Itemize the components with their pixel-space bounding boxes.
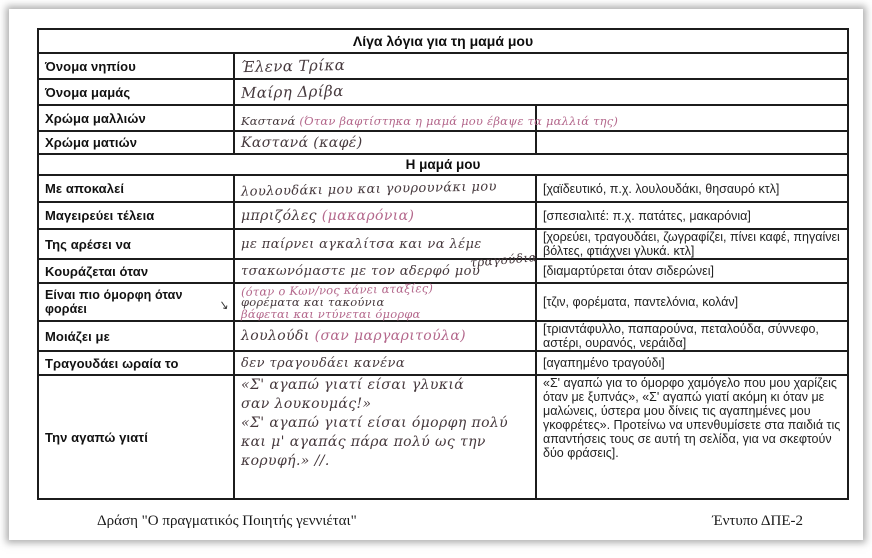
hint-pretty: [τζιν, φορέματα, παντελόνια, κολάν] — [536, 283, 848, 321]
form-title: Λίγα λόγια για τη μαμά μου — [38, 29, 848, 53]
answer-mom-name — [234, 79, 848, 105]
label-eye-color: Χρώμα ματιών — [38, 131, 234, 154]
label-cooks: Μαγειρεύει τέλεια — [38, 202, 234, 229]
handwriting-love-line2: σαν λουκουμάς!» — [241, 396, 372, 412]
row-sings — [38, 351, 848, 375]
answer-looks-like — [234, 321, 536, 351]
handwriting-tired: τσακωνόμαστε με τον αδερφό μου — [241, 264, 481, 279]
row-tired — [38, 259, 848, 283]
scanned-page — [9, 9, 863, 540]
footer-form-code: Έντυπο ΔΠΕ-2 — [712, 513, 803, 529]
row-looks-like — [38, 321, 848, 351]
handwriting-love-line5: κορυφή.» //. — [241, 453, 330, 469]
answer-child-name — [234, 53, 848, 79]
row-mom-name — [38, 79, 848, 105]
handwriting-likes: με παίρνει αγκαλίτσα και να λέμε — [241, 237, 482, 252]
label-pretty: Είναι πιο όμορφη όταν φοράει ↘ — [38, 283, 234, 321]
label-child-name: Όνομα νηπίου — [38, 53, 234, 79]
page-footer — [97, 513, 803, 530]
label-tired: Κουράζεται όταν — [38, 259, 234, 283]
footer-action-title: Δράση "Ο πραγματικός Ποιητής γεννιέται" — [97, 513, 357, 529]
label-sings: Τραγουδάει ωραία το — [38, 351, 234, 375]
section-row — [38, 154, 848, 175]
label-hair-color: Χρώμα μαλλιών — [38, 105, 234, 131]
handwriting-looks-like: λουλούδι (σαν μαργαριτούλα) — [241, 328, 467, 344]
handwriting-pretty-note2: βάφεται και ντύνεται όμορφα — [241, 307, 421, 321]
answer-pretty — [234, 280, 536, 321]
handwriting-eye-color: Καστανά (καφέ) — [241, 134, 363, 151]
section-header: Η μαμά μου — [38, 154, 848, 175]
row-eye-color — [38, 131, 848, 154]
handwriting-pretty-note1: (όταν ο Κων/νος κάνει αταξίες) — [240, 280, 434, 300]
hint-eye-color-empty — [536, 131, 848, 154]
handwriting-mom-name: Μαίρη Δρίβα — [240, 81, 344, 102]
answer-calls-me — [234, 175, 536, 202]
label-mom-name: Όνομα μαμάς — [38, 79, 234, 105]
handwriting-sings: δεν τραγουδάει κανένα — [241, 356, 406, 371]
label-looks-like: Μοιάζει με — [38, 321, 234, 351]
row-cooks — [38, 202, 848, 229]
handwriting-hair-color: Καστανά (Όταν βαφτίστηκα η μαμά μου έβαψε τα μαλλιά της) — [241, 114, 619, 128]
hint-cooks: [σπεσιαλιτέ: π.χ. πατάτες, μακαρόνια] — [536, 202, 848, 229]
row-hair-color — [38, 105, 848, 131]
row-likes — [38, 229, 848, 259]
row-love — [38, 375, 848, 499]
hint-tired: [διαμαρτύρεται όταν σιδερώνει] — [536, 259, 848, 283]
answer-hair-color — [234, 105, 619, 131]
handwriting-child-name: Έλενα Τρίκα — [240, 55, 346, 76]
handwriting-cooks: μπριζόλες (μακαρόνια) — [241, 207, 415, 224]
handwriting-love-line4: και μ' αγαπάς πάρα πολύ ως την — [241, 434, 486, 450]
hint-calls-me: [χαϊδευτικό, π.χ. λουλουδάκι, θησαυρό κτλ] — [536, 175, 848, 202]
hint-likes: [χορεύει, τραγουδάει, ζωγραφίζει, πίνει καφέ, πηγαίνει βόλτες, φτιάχνει γλυκά. κτλ] — [536, 229, 848, 259]
label-likes: Της αρέσει να — [38, 229, 234, 259]
hint-sings: [αγαπημένο τραγούδι] — [536, 351, 848, 375]
handwriting-love-line1: «Σ' αγαπώ γιατί είσαι γλυκιά — [241, 377, 465, 393]
form-table — [37, 28, 849, 500]
answer-cooks — [234, 202, 536, 229]
answer-sings — [234, 351, 536, 375]
hint-looks-like: [τριαντάφυλλο, παπαρούνα, πεταλούδα, σύννεφο, αστέρι, ουρανός, νεράιδα] — [536, 321, 848, 351]
handwriting-calls-me: λουλουδάκι μου και γουρουνάκι μου — [240, 178, 497, 200]
hint-love: «Σ' αγαπώ για το όμορφο χαμόγελο που μου χαρίζεις όταν με ξυπνάς», «Σ' αγαπώ γιατί ακόμη κι όταν με μαλώνεις, ύστερα μου δίνεις τις αγαπημένες μου γκοφρέτες». Προτείνω να υπενθυμίσετε στα παιδιά τις απαντήσεις τους σε αυτή τη σελίδα, για να σκεφτούν δύο φράσεις]. — [536, 375, 848, 499]
label-love: Την αγαπώ γιατί — [38, 375, 234, 499]
title-row — [38, 29, 848, 53]
row-child-name — [38, 53, 848, 79]
label-calls-me: Με αποκαλεί — [38, 175, 234, 202]
row-pretty — [38, 283, 848, 321]
answer-eye-color — [234, 131, 536, 154]
handwriting-love-line3: «Σ' αγαπώ γιατί είσαι όμορφη πολύ — [241, 415, 509, 431]
hand-arrow-icon: ↘ — [217, 297, 231, 313]
answer-likes — [234, 229, 538, 270]
answer-love — [234, 375, 536, 499]
handwriting-likes-overflow: τραγούδια — [469, 250, 538, 270]
handwriting-pretty-main: φορέματα και τακούνια — [241, 295, 385, 309]
row-calls-me — [38, 175, 848, 202]
